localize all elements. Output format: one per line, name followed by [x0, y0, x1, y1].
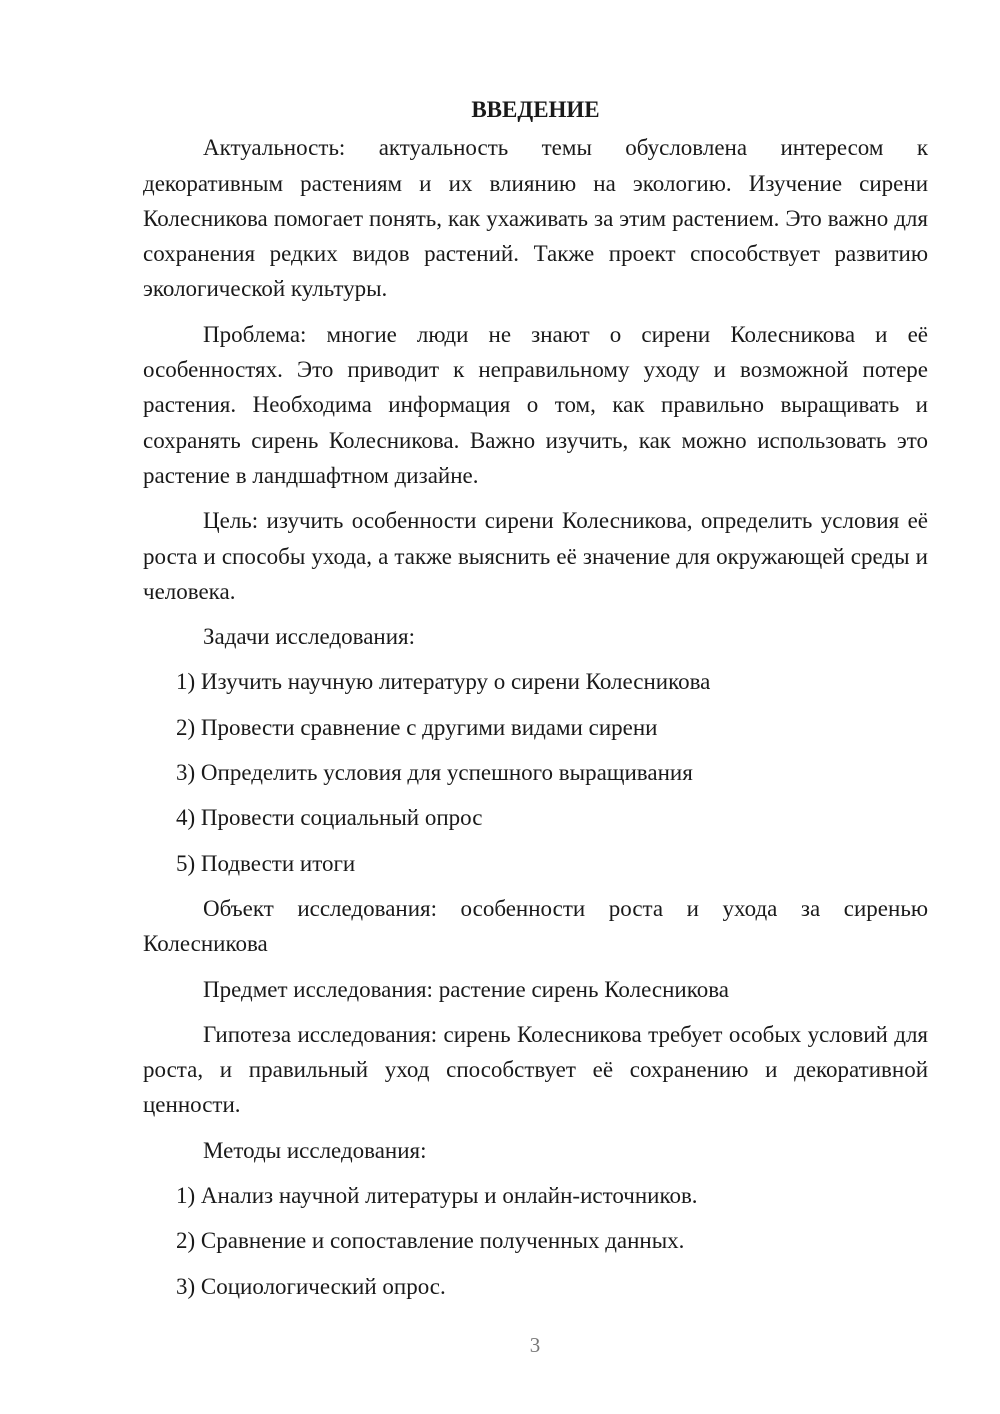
page-number: 3: [529, 1333, 541, 1357]
task-item: 4) Провести социальный опрос: [176, 805, 483, 831]
task-item: 2) Провести сравнение с другими видами сирени: [176, 714, 658, 740]
goal-paragraph: Цель: изучить особенности сирени Колесникова, определить условия её роста и способы ухода, а также выяснить её значение для окружающей среды и человека.: [143, 508, 928, 604]
method-item: 2) Сравнение и сопоставление полученных данных.: [176, 1228, 685, 1254]
methods-label: Методы исследования:: [203, 1137, 427, 1163]
subject-paragraph: Предмет исследования: растение сирень Колесникова: [203, 976, 729, 1002]
method-item: 3) Социологический опрос.: [176, 1273, 446, 1299]
task-item: 1) Изучить научную литературу о сирени Колесникова: [176, 669, 711, 695]
relevance-paragraph: Актуальность: актуальность темы обусловлена интересом к декоративным растениям и их влиянию на экологию. Изучение сирени Колесникова помогает понять, как ухаживать за этим растением. Это важно для сохранения редких видов растений. Также проект способствует развитию экологической культуры.: [143, 135, 928, 302]
page-title: ВВЕДЕНИЕ: [471, 97, 600, 122]
task-item: 5) Подвести итоги: [176, 850, 356, 876]
hypothesis-paragraph: Гипотеза исследования: сирень Колесникова требует особых условий для роста, и правильный уход способствует её сохранению и декоративной ценности.: [143, 1021, 928, 1118]
document-page: [143, 92, 928, 1314]
tasks-label: Задачи исследования:: [203, 624, 416, 650]
task-item: 3) Определить условия для успешного выращивания: [176, 760, 693, 786]
object-paragraph: Объект исследования: особенности роста и ухода за сиренью Колесникова: [143, 895, 928, 957]
method-item: 1) Анализ научной литературы и онлайн-источников.: [176, 1183, 698, 1209]
problem-paragraph: Проблема: многие люди не знают о сирени Колесникова и её особенностях. Это приводит к неправильному уходу и возможной потере растения. Необходима информация о том, как правильно выращивать и сохранять сирень Колесникова. Важно изучить, как можно использовать это растение в ландшафтном дизайне.: [143, 321, 928, 488]
